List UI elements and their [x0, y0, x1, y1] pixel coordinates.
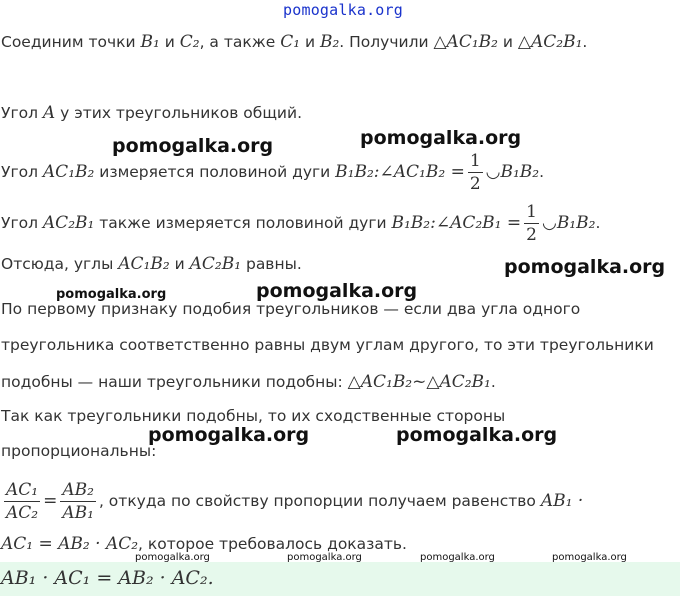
text: .: [539, 163, 545, 181]
result-equation: [1, 566, 214, 591]
text: , а также: [199, 33, 281, 51]
text-line-10: пропорциональны:: [1, 442, 157, 460]
watermark: pomogalka.org: [287, 552, 362, 563]
math: C₁: [280, 32, 301, 52]
text-line-8: [1, 370, 496, 394]
math: AC₂B₁: [189, 254, 242, 274]
text: .: [490, 373, 496, 391]
text: Угол: [1, 163, 43, 181]
watermark: pomogalka.org: [148, 424, 310, 446]
text: у этих треугольников общий.: [55, 104, 302, 122]
math: △AC₂B₁: [517, 32, 583, 52]
text: , которое требовалось доказать.: [138, 535, 407, 553]
text: и: [169, 255, 190, 273]
text: подобны — наши треугольники подобны:: [1, 373, 348, 391]
math: AC₂B₁: [42, 213, 95, 233]
fraction-numerator: AB₂: [62, 480, 94, 500]
text: Угол: [1, 104, 43, 122]
text: и: [497, 33, 518, 51]
math: ∠AC₂B₁ =: [435, 213, 522, 233]
math: ∠AC₁B₂ =: [379, 162, 465, 182]
math: ◡B₁B₂: [541, 213, 596, 233]
text: .: [582, 33, 588, 51]
watermark-top: pomogalka.org: [283, 1, 403, 19]
text: и: [159, 33, 180, 51]
text-line-1: [1, 30, 587, 54]
fraction-denominator: 2: [469, 174, 481, 194]
text: .: [595, 214, 601, 232]
math: ◡B₁B₂: [485, 162, 540, 182]
equals-sign: =: [43, 491, 58, 511]
watermark: pomogalka.org: [360, 127, 522, 149]
watermark: pomogalka.org: [256, 280, 418, 302]
watermark: pomogalka.org: [420, 552, 495, 563]
math: AC₁B₂: [118, 254, 170, 274]
watermark: pomogalka.org: [56, 287, 167, 302]
math: AB₁ · AC₁ = AB₂ · AC₂.: [1, 567, 214, 589]
math: A: [42, 103, 56, 123]
fraction-numerator: 1: [469, 151, 481, 171]
text: равны.: [241, 255, 302, 273]
text-line-9: Так как треугольники подобны, то их сходственные стороны: [1, 407, 506, 425]
text: . Получили: [339, 33, 434, 51]
math: AC₁B₂: [42, 162, 95, 182]
math: C₂: [179, 32, 200, 52]
math: B₁B₂:: [391, 213, 436, 233]
watermark: pomogalka.org: [396, 424, 558, 446]
watermark: pomogalka.org: [135, 552, 210, 563]
text: , откуда по свойству пропорции получаем равенство: [98, 492, 541, 510]
text-line-4: [1, 201, 600, 246]
fraction-numerator: AC₁: [6, 480, 39, 500]
math: B₁B₂:: [335, 162, 380, 182]
watermark: pomogalka.org: [504, 256, 666, 278]
math: B₂: [319, 32, 340, 52]
math: AC₁ = AB₂ · AC₂: [1, 534, 139, 554]
fraction-ac1-ac2: [4, 479, 40, 524]
watermark: pomogalka.org: [552, 552, 627, 563]
fraction-half: [468, 150, 483, 195]
math: AB₁ ·: [540, 491, 584, 511]
fraction-half: [524, 201, 539, 246]
watermark: pomogalka.org: [112, 135, 274, 157]
text-line-7: треугольника соответственно равны двум углам другого, то эти треугольники: [1, 336, 654, 354]
text-line-5: [1, 252, 302, 276]
text-line-11: [1, 473, 583, 529]
fraction-numerator: 1: [526, 202, 537, 222]
text: Угол: [1, 214, 43, 232]
text: также измеряется половиной дуги: [94, 214, 392, 232]
fraction-denominator: AB₁: [62, 503, 94, 523]
text-line-2: [1, 101, 302, 125]
math: B₁: [140, 32, 160, 52]
math: △AC₁B₂~△AC₂B₁: [347, 372, 491, 392]
fraction-ab2-ab1: [60, 479, 96, 524]
math: △AC₁B₂: [433, 32, 498, 52]
text-line-6: По первому признаку подобия треугольников — если два угла одного: [1, 300, 581, 318]
text: и: [300, 33, 320, 51]
fraction-denominator: AC₂: [6, 503, 39, 523]
fraction-denominator: 2: [526, 225, 537, 245]
text: измеряется половиной дуги: [94, 163, 336, 181]
text: Соединим точки: [1, 33, 141, 51]
text: Отсюда, углы: [1, 255, 119, 273]
